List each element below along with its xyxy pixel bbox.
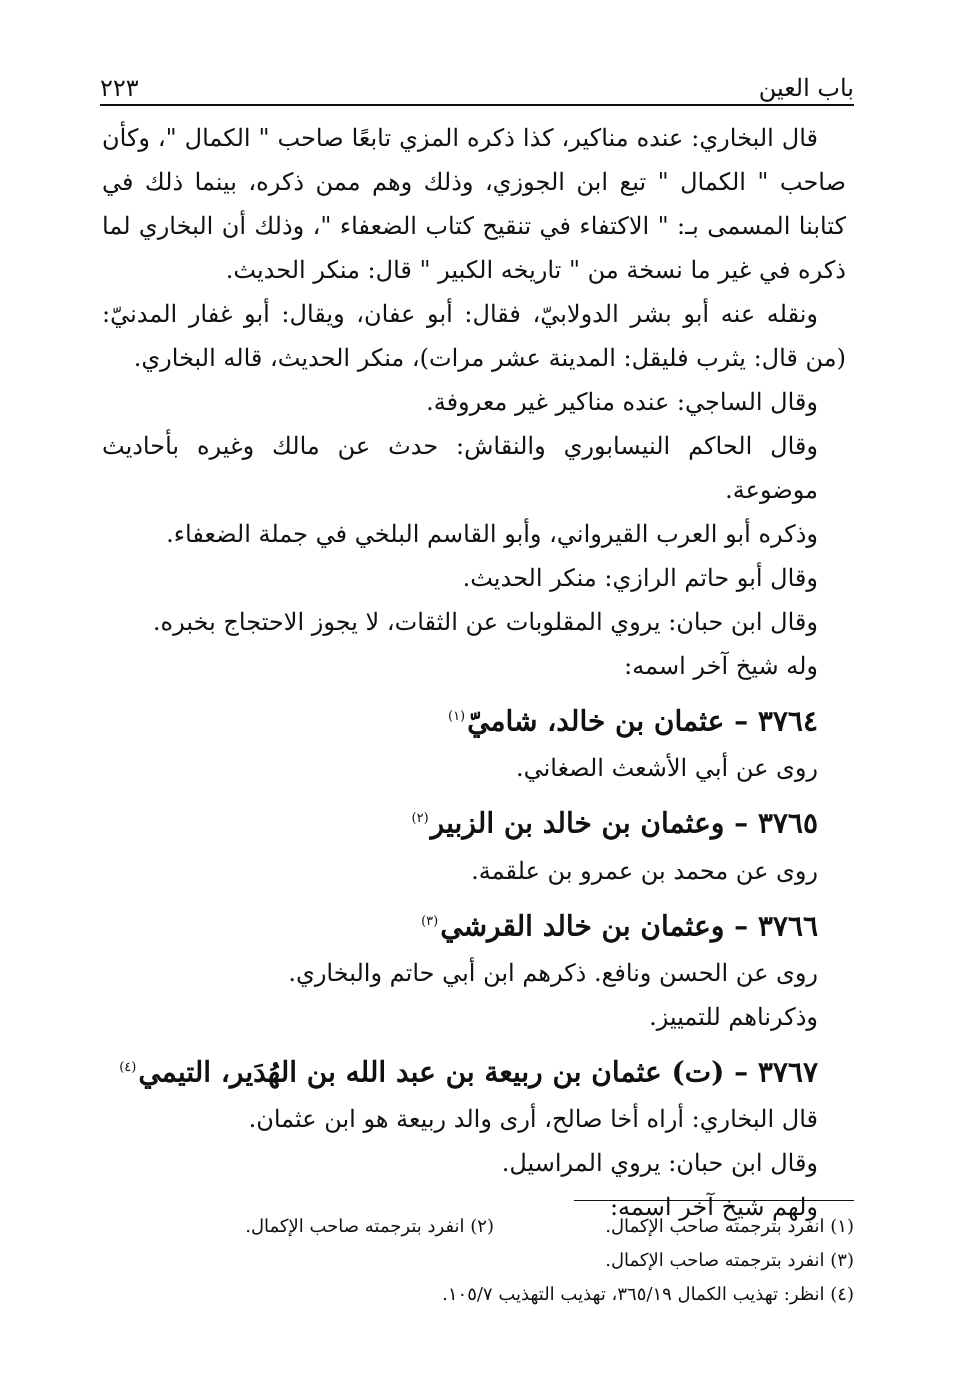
text-line: وقال أبو حاتم الرازي: منكر الحديث.	[462, 564, 818, 592]
text-line: قال البخاري: أراه أخا صالح، أرى والد ربيعة هو ابن عثمان.	[248, 1105, 818, 1134]
entry-heading-3765	[102, 794, 846, 848]
text-line: روى عن الحسن ونافع. ذكرهم ابن أبي حاتم والبخاري.	[288, 958, 818, 987]
text-line: وقال ابن حبان: يروي المقلوبات عن الثقات، لا يجوز الاحتجاج بخبره.	[152, 608, 818, 636]
footnote-4: (٤) انظر: تهذيب الكمال ٣٦٥/١٩، تهذيب التهذيب ١٠٥/٧.	[442, 1284, 854, 1305]
main-text	[102, 116, 846, 1229]
entry-title: ٣٧٦٥ – وعثمان بن خالد بن الزبير	[430, 806, 818, 840]
running-header	[100, 60, 854, 100]
footnote-ref[interactable]: (١)	[447, 709, 466, 724]
footnote-separator	[574, 1200, 854, 1201]
footnote-ref[interactable]: (٤)	[119, 1059, 137, 1075]
chapter-title: باب العين	[758, 74, 854, 102]
entry-heading-3764	[102, 692, 846, 746]
text-line: وقال الساجي: عنده مناكير غير معروفة.	[426, 388, 818, 416]
paragraph-dulabi: ونقله عنه أبو بشر الدولابيّ، فقال: أبو عفان، ويقال: أبو غفار المدنيّ: (من قال: يثرب فليقل: المدينة عشر مرات)، منكر الحديث، قاله البخاري.	[102, 300, 846, 372]
text-line: وله شيخ آخر اسمه:	[624, 652, 818, 680]
entry-title: ٣٧٦٦ – وعثمان بن خالد القرشي	[440, 908, 818, 942]
text-line: وقال ابن حبان: يروي المراسيل.	[501, 1149, 818, 1178]
footnotes	[100, 1210, 854, 1312]
entry-heading-3766	[102, 897, 846, 951]
text-line: ولهم شيخ آخر اسمه:	[609, 1193, 818, 1222]
entry-title: ٣٧٦٧ – (ت) عثمان بن ربيعة بن عبد الله بن الهُدَير، التيمي	[138, 1055, 818, 1089]
page-number: ٢٢٣	[100, 74, 139, 102]
text-line: روى عن أبي الأشعث الصغاني.	[515, 754, 818, 783]
entry-title: ٣٧٦٤ – عثمان بن خالد، شاميّ	[467, 704, 818, 738]
entry-heading-3767	[102, 1043, 846, 1097]
footnote-ref[interactable]: (٢)	[411, 811, 429, 827]
footnote-2: (٢) انفرد بترجمته صاحب الإكمال.	[245, 1216, 494, 1237]
footnote-ref[interactable]: (٣)	[421, 913, 439, 929]
footnote-1: (١) انفرد بترجمته صاحب الإكمال.	[605, 1216, 854, 1237]
text-line: وقال الحاكم النيسابوري والنقاش: حدث عن مالك وغيره بأحاديث موضوعة.	[102, 432, 818, 504]
text-line: روى عن محمد بن عمرو بن علقمة.	[471, 856, 818, 885]
footnote-row	[100, 1210, 854, 1244]
text-line: وذكرناهم للتمييز.	[649, 1002, 818, 1031]
text-line: وذكره أبو العرب القيرواني، وأبو القاسم البلخي في جملة الضعفاء.	[166, 520, 818, 548]
footnote-3: (٣) انفرد بترجمته صاحب الإكمال.	[605, 1250, 854, 1271]
paragraph-bukhari: قال البخاري: عنده مناكير، كذا ذكره المزي تابعًا صاحب " الكمال "، وكأن صاحب " الكمال " تبع ابن الجوزي، وذلك وهم ممن ذكره، بينما ذلك في كتابنا المسمى بـ: " الاكتفاء في تنقيح كتاب الضعفاء "، وذلك أن البخاري لما ذكره في غير ما نسخة من " تاريخه الكبير " قال: منكر الحديث.	[102, 124, 846, 284]
header-rule	[100, 104, 854, 106]
